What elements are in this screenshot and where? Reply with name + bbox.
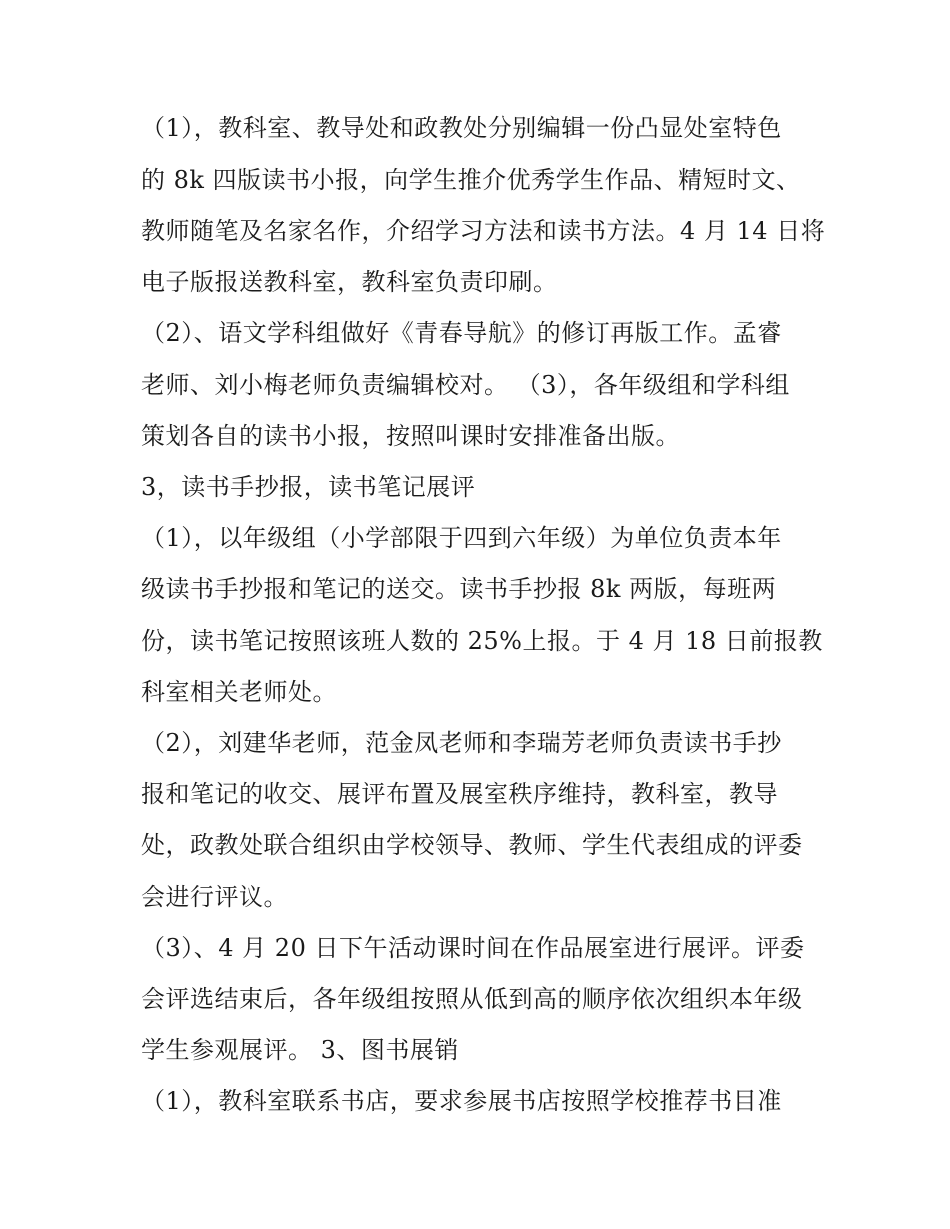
text-line: 报和笔记的收交、展评布置及展室秩序维持，教科室，教导	[141, 780, 778, 808]
text-line: 级读书手抄报和笔记的送交。读书手抄报 8k 两版，每班两	[141, 575, 777, 603]
text-line: 科室相关老师处。	[141, 678, 337, 706]
text-line: （1），教科室、教导处和政教处分别编辑一份凸显处室特色	[141, 114, 782, 142]
text-line: （2）、语文学科组做好《青春导航》的修订再版工作。孟睿	[141, 319, 782, 347]
text-line: 会评选结束后，各年级组按照从低到高的顺序依次组织本年级	[141, 985, 803, 1013]
text-line: 策划各自的读书小报，按照叫课时安排准备出版。	[141, 422, 680, 450]
text-line: （2），刘建华老师，范金凤老师和李瑞芳老师负责读书手抄	[141, 729, 782, 757]
text-line: 处，政教处联合组织由学校领导、教师、学生代表组成的评委	[141, 831, 803, 859]
text-line: 学生参观展评。 3、图书展销	[141, 1036, 459, 1064]
text-line: （1），以年级组（小学部限于四到六年级）为单位负责本年	[141, 524, 782, 552]
text-line: 教师随笔及名家名作，介绍学习方法和读书方法。4 月 14 日将	[141, 217, 826, 245]
text-line: （3）、4 月 20 日下午活动课时间在作品展室进行展评。评委	[141, 934, 805, 962]
section-heading: 3，读书手抄报，读书笔记展评	[141, 473, 476, 501]
text-line: （1），教科室联系书店，要求参展书店按照学校推荐书目准	[141, 1087, 782, 1115]
text-line: 份，读书笔记按照该班人数的 25%上报。于 4 月 18 日前报教	[141, 627, 823, 655]
text-line: 电子版报送教科室，教科室负责印刷。	[141, 268, 558, 296]
text-line: 老师、刘小梅老师负责编辑校对。 （3），各年级组和学科组	[141, 371, 790, 399]
text-line: 会进行评议。	[141, 883, 288, 911]
text-line: 的 8k 四版读书小报，向学生推介优秀学生作品、精短时文、	[141, 166, 801, 194]
